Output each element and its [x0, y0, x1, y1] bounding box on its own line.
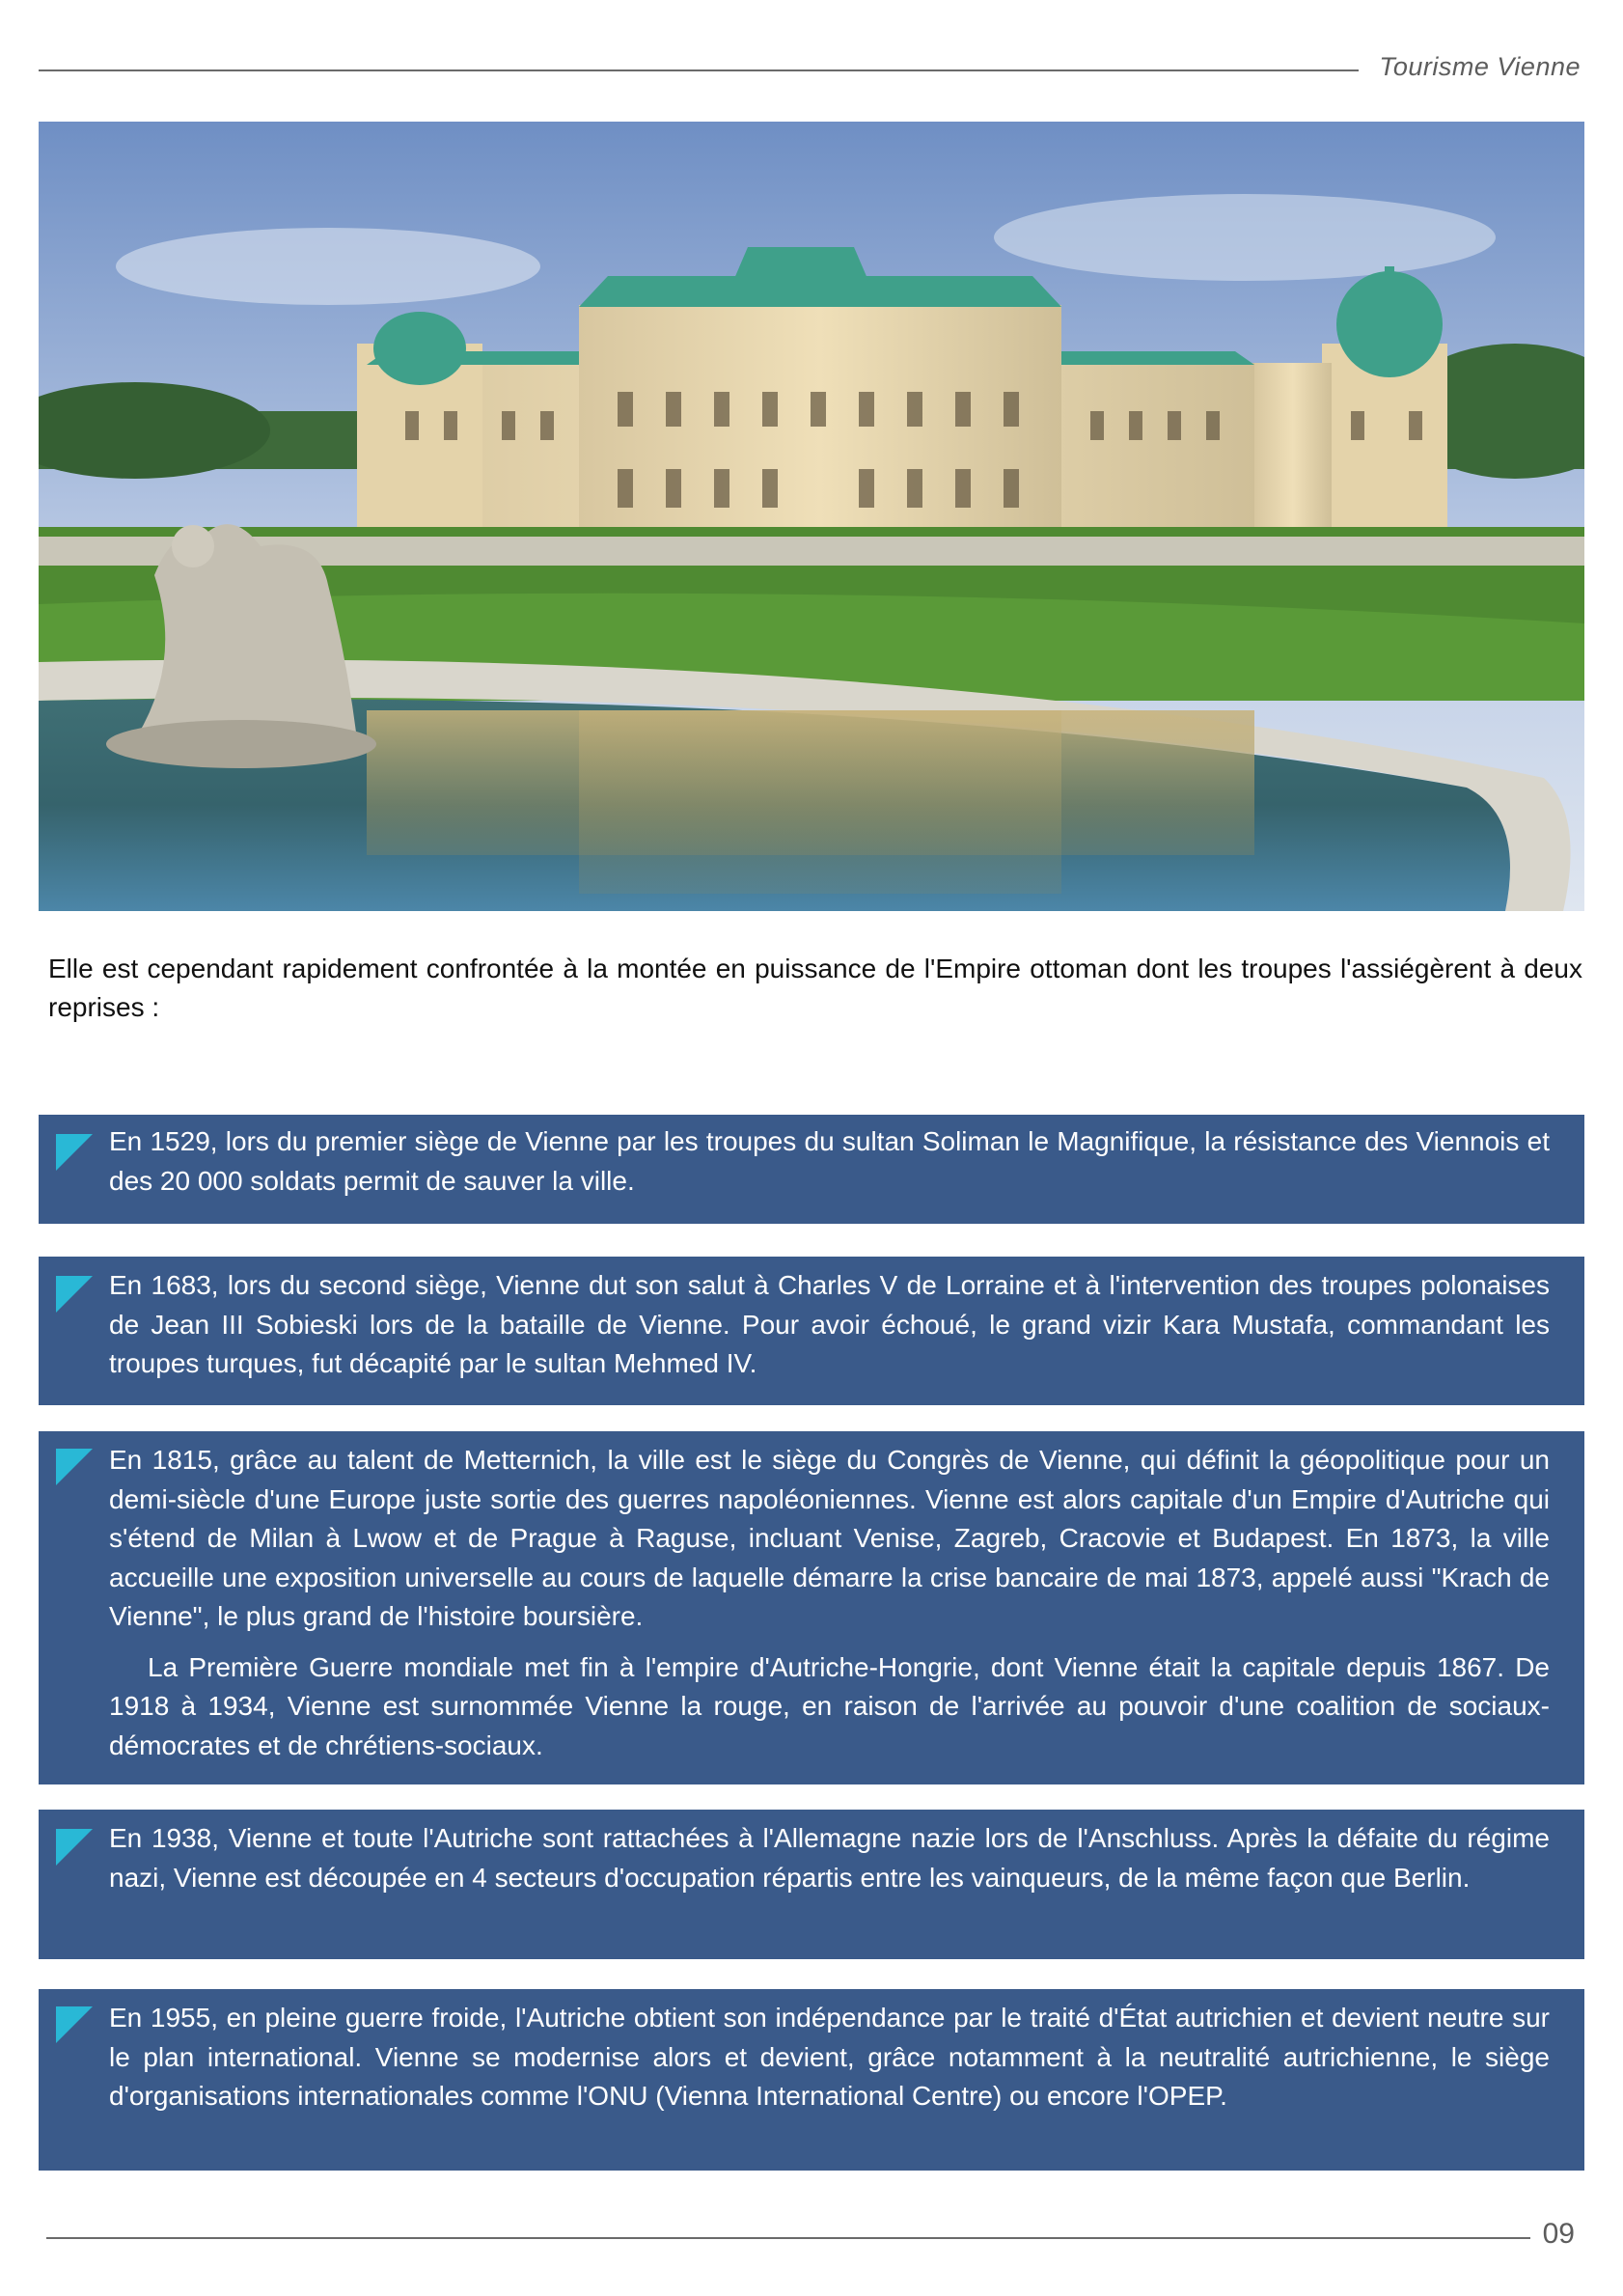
triangle-bullet-icon [56, 1829, 93, 1866]
page-number: 09 [1542, 2218, 1575, 2250]
history-box-1815 [39, 1431, 1584, 1784]
box-paragraph: En 1683, lors du second siège, Vienne dut son salut à Charles V de Lorraine et à l'intervention des troupes polonaises de Jean III Sobieski lors de la bataille de Vienne. Pour avoir échoué, le grand vizir Kara Mustafa, commandant les troupes turques, fut décapité par le sultan Mehmed IV. [109, 1270, 1550, 1378]
header-title: Tourisme Vienne [1379, 52, 1581, 81]
box-paragraph: En 1815, grâce au talent de Metternich, la ville est le siège du Congrès de Vienne, qui définit la géopolitique pour un demi-siècle d'une Europe juste sortie des guerres napoléoniennes. Vienne est alors capitale d'un Empire d'Autriche qui s'étend de Milan à Lwow et de Prague à Raguse, incluant Venise, Zagreb, Cracovie et Budapest. En 1873, la ville accueille une exposition universelle au cours de laquelle démarre la crise bancaire de mai 1873, appelé aussi "Krach de Vienne", le plus grand de l'histoire boursière. [109, 1445, 1550, 1631]
box-paragraph: La Première Guerre mondiale met fin à l'empire d'Autriche-Hongrie, dont Vienne était la capitale depuis 1867. De 1918 à 1934, Vienne est surnommée Vienne la rouge, en raison de l'arrivée au pouvoir d'une coalition de sociaux-démocrates et de chrétiens-sociaux. [109, 1651, 1550, 1760]
triangle-bullet-icon [56, 1276, 93, 1313]
triangle-bullet-icon [56, 2006, 93, 2043]
history-box-1938 [39, 1810, 1584, 1959]
box-paragraph: En 1955, en pleine guerre froide, l'Autriche obtient son indépendance par le traité d'État autrichien et devient neutre sur le plan international. Vienne se modernise alors et devient, grâce notamment à la neutralité autrichienne, le siège d'organisations internationales comme l'ONU (Vienna International Centre) ou encore l'OPEP. [109, 2003, 1550, 2111]
footer-rule [46, 2237, 1530, 2239]
history-box-1955 [39, 1989, 1584, 2171]
history-box-1683 [39, 1257, 1584, 1405]
belvedere-palace-photo [39, 122, 1584, 911]
intro-paragraph: Elle est cependant rapidement confrontée à la montée en puissance de l'Empire ottoman dont les troupes l'assiégèrent à deux reprises : [48, 954, 1582, 1022]
history-box-1529 [39, 1115, 1584, 1224]
triangle-bullet-icon [56, 1134, 93, 1171]
header-rule [39, 69, 1359, 71]
triangle-bullet-icon [56, 1449, 93, 1485]
box-paragraph: En 1938, Vienne et toute l'Autriche sont rattachées à l'Allemagne nazie lors de l'Anschluss. Après la défaite du régime nazi, Vienne est découpée en 4 secteurs d'occupation répartis entre les vainqueurs, de la même façon que Berlin. [109, 1823, 1550, 1893]
box-paragraph: En 1529, lors du premier siège de Vienne par les troupes du sultan Soliman le Magnifique, la résistance des Viennois et des 20 000 soldats permit de sauver la ville. [109, 1126, 1550, 1196]
